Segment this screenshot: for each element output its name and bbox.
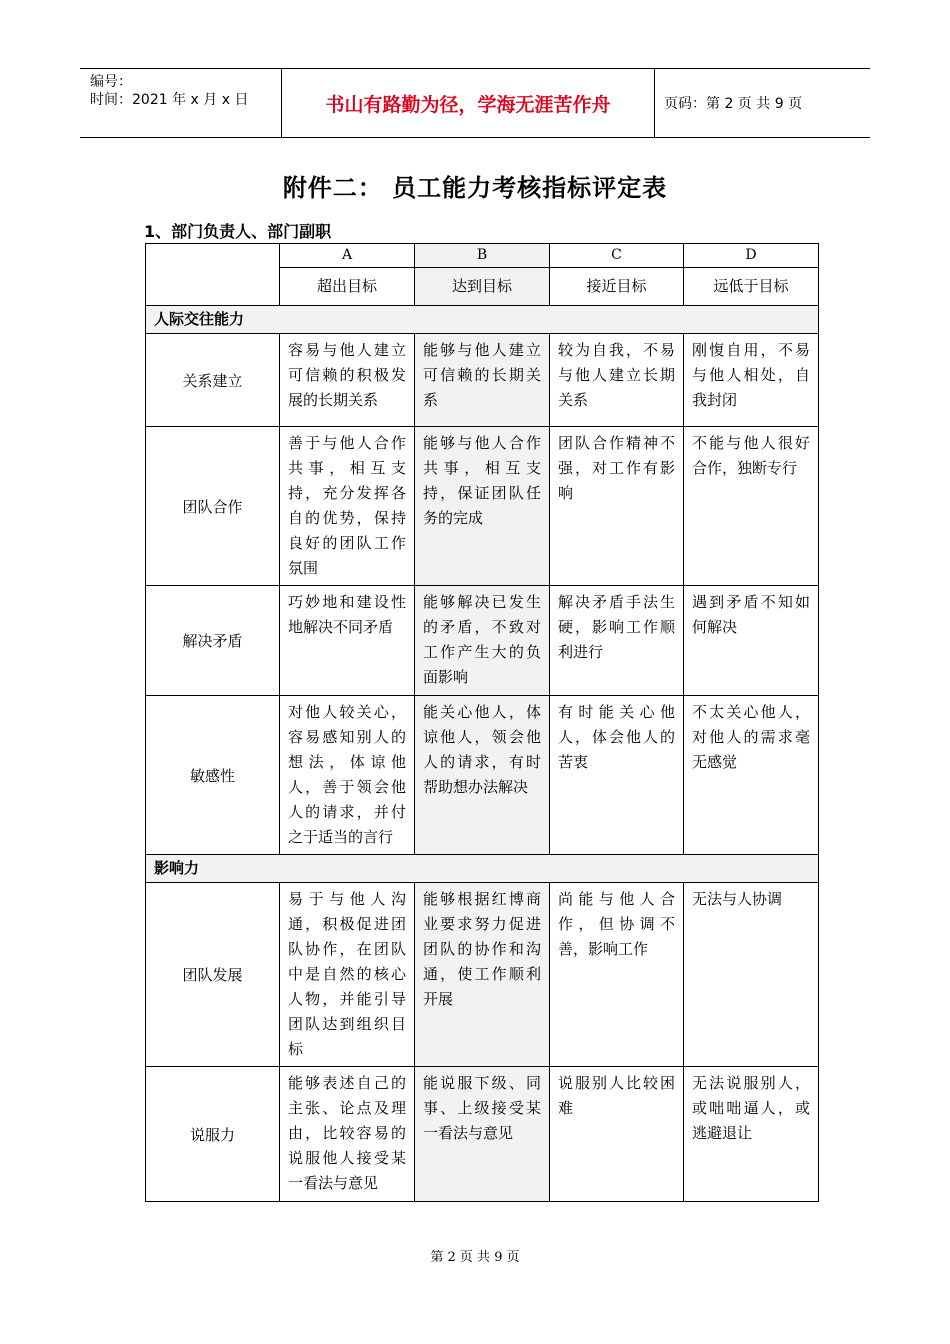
- indicator-name: 解决矛盾: [146, 586, 280, 696]
- indicator-name: 团队合作: [146, 427, 280, 586]
- column-letter: C: [550, 244, 684, 268]
- header-meta: [80, 69, 281, 137]
- table-row: [146, 883, 819, 1067]
- level-description: 能够与他人建立可信赖的长期关系: [415, 334, 550, 427]
- document-title: 附件二： 员工能力考核指标评定表: [282, 174, 668, 202]
- level-description: 能说服下级、同事、上级接受某一看法与意见: [415, 1067, 550, 1202]
- category-row: [146, 855, 819, 883]
- letter-row: [146, 244, 819, 268]
- level-description: 尚能与他人合作，但协调不善，影响工作: [550, 883, 684, 1067]
- corner-cell: [146, 244, 280, 306]
- column-letter: B: [415, 244, 550, 268]
- table-row: [146, 586, 819, 696]
- level-description: 刚愎自用，不易与他人相处，自我封闭: [684, 334, 819, 427]
- level-description: 对他人较关心，容易感知别人的想法，体谅他人，善于领会他人的请求，并付之于适当的言行: [280, 696, 415, 855]
- level-description: 解决矛盾手法生硬，影响工作顺利进行: [550, 586, 684, 696]
- level-description: 善于与他人合作共事，相互支持，充分发挥各自的优势，保持良好的团队工作氛围: [280, 427, 415, 586]
- evaluation-table: [145, 243, 819, 1202]
- section-title: 1、部门负责人、部门副职: [144, 222, 332, 241]
- table-row: [146, 427, 819, 586]
- level-label: 远低于目标: [684, 268, 819, 306]
- indicator-name: 敏感性: [146, 696, 280, 855]
- level-description: 不太关心他人，对他人的需求毫无感觉: [684, 696, 819, 855]
- indicator-name: 团队发展: [146, 883, 280, 1067]
- level-description: 遇到矛盾不知如何解决: [684, 586, 819, 696]
- header-page-info: 页码：第 2 页 共 9 页: [664, 96, 803, 112]
- level-label: 超出目标: [280, 268, 415, 306]
- level-description: 无法与人协调: [684, 883, 819, 1067]
- level-description: 能够表述自己的主张、论点及理由，比较容易的说服他人接受某一看法与意见: [280, 1067, 415, 1202]
- level-description: 较为自我，不易与他人建立长期关系: [550, 334, 684, 427]
- level-description: 能关心他人，体谅他人，领会他人的请求，有时帮助想办法解决: [415, 696, 550, 855]
- page-footer: 第 2 页 共 9 页: [430, 1250, 520, 1265]
- indicator-name: 关系建立: [146, 334, 280, 427]
- indicator-name: 说服力: [146, 1067, 280, 1202]
- table-row: [146, 696, 819, 855]
- column-letter: D: [684, 244, 819, 268]
- category-row: [146, 306, 819, 334]
- page-header: [80, 68, 870, 138]
- level-description: 易于与他人沟通，积极促进团队协作，在团队中是自然的核心人物，并能引导团队达到组织目标: [280, 883, 415, 1067]
- header-motto: 书山有路勤为径，学海无涯苦作舟: [281, 69, 655, 137]
- table-row: [146, 1067, 819, 1202]
- level-description: 能够根据红博商业要求努力促进团队的协作和沟通，使工作顺利开展: [415, 883, 550, 1067]
- level-label: 达到目标: [415, 268, 550, 306]
- level-description: 说服别人比较困难: [550, 1067, 684, 1202]
- level-label: 接近目标: [550, 268, 684, 306]
- column-letter: A: [280, 244, 415, 268]
- level-description: 巧妙地和建设性地解决不同矛盾: [280, 586, 415, 696]
- level-description: 有时能关心他人，体会他人的苦衷: [550, 696, 684, 855]
- level-description: 无法说服别人，或咄咄逼人，或逃避退让: [684, 1067, 819, 1202]
- level-description: 能够与他人合作共事，相互支持，保证团队任务的完成: [415, 427, 550, 586]
- level-description: 团队合作精神不强，对工作有影响: [550, 427, 684, 586]
- table-row: [146, 334, 819, 427]
- number-label: 编号：: [90, 74, 132, 90]
- level-description: 不能与他人很好合作，独断专行: [684, 427, 819, 586]
- level-description: 能够解决已发生的矛盾，不致对工作产生大的负面影响: [415, 586, 550, 696]
- time-label: 时间：2021 年 x 月 x 日: [90, 92, 249, 108]
- category-label: 人际交往能力: [146, 306, 819, 334]
- category-label: 影响力: [146, 855, 819, 883]
- level-description: 容易与他人建立可信赖的积极发展的长期关系: [280, 334, 415, 427]
